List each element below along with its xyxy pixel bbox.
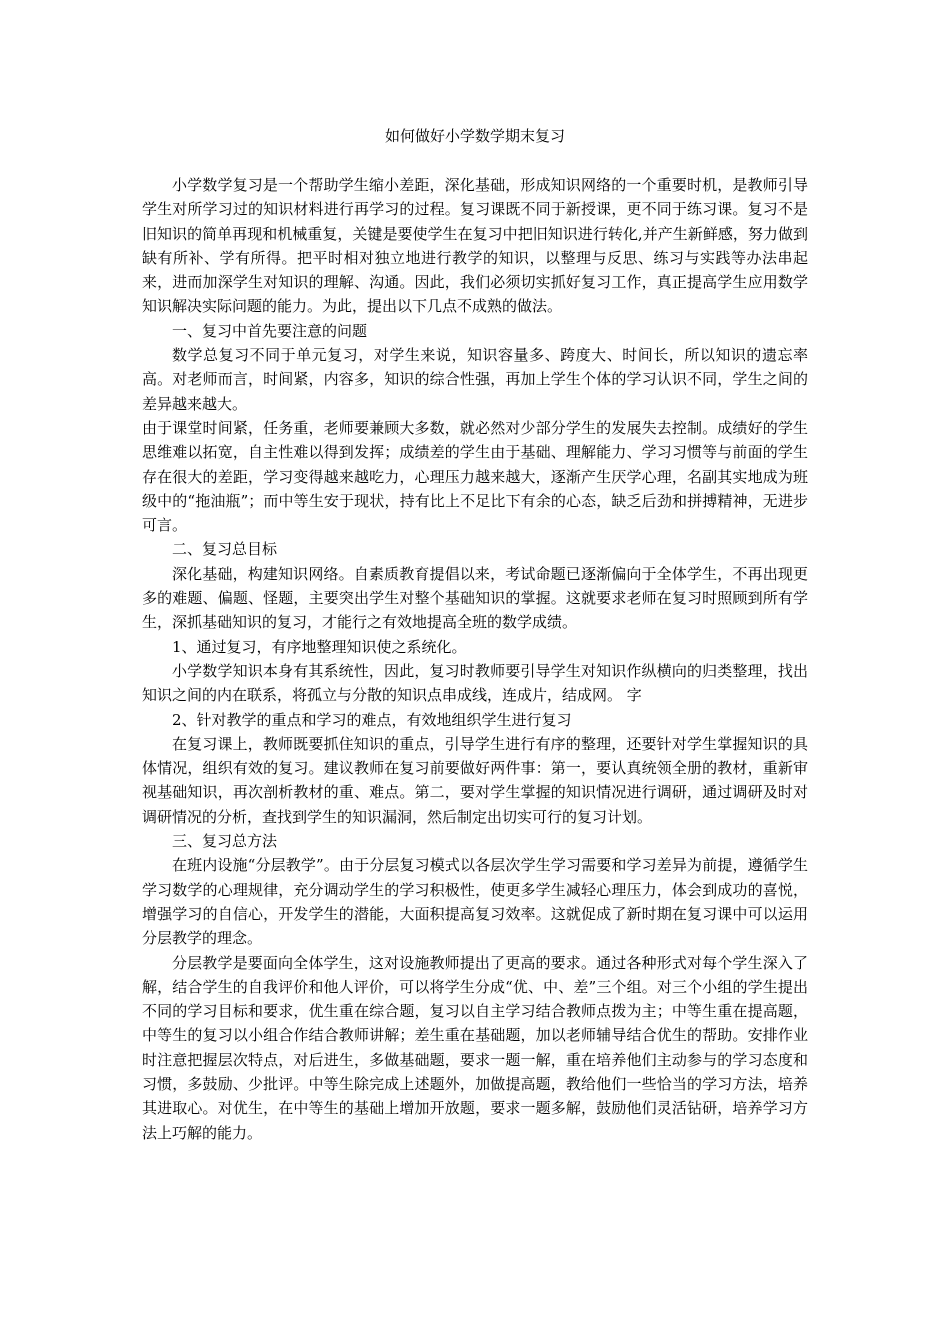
section-heading-1: 一、复习中首先要注意的问题 bbox=[172, 321, 368, 340]
paragraph: 深化基础，构建知识网络。自素质教育提倡以来，考试命题已逐渐偏向于全体学生，不再出现更多的难题、偏题、怪题，主要突出学生对整个基础知识的掌握。这就要求老师在复习时照顾到所有学生，深抓基础知识的复习，才能行之有效地提高全班的数学成绩。 bbox=[142, 564, 808, 632]
document-body bbox=[142, 173, 808, 1145]
paragraph: 在复习课上，教师既要抓住知识的重点，引导学生进行有序的整理，还要针对学生掌握知识的具体情况，组织有效的复习。建议教师在复习前要做好两件事：第一，要认真统领全册的教材，重新审视基础知识，再次剖析教材的重、难点。第二，要对学生掌握的知识情况进行调研，通过调研及时对调研情况的分析，查找到学生的知识漏洞，然后制定出切实可行的复习计划。 bbox=[142, 734, 808, 826]
paragraph: 分层教学是要面向全体学生，这对设施教师提出了更高的要求。通过各种形式对每个学生深入了解，结合学生的自我评价和他人评价，可以将学生分成“优、中、差”三个组。对三个小组的学生提出不同的学习目标和要求，优生重在综合题，复习以自主学习结合教师点拨为主；中等生重在提高题，中等生的复习以小组合作结合教师讲解；差生重在基础题，加以老师辅导结合优生的帮助。安排作业时注意把握层次特点，对后进生，多做基础题，要求一题一解，重在培养他们主动参与的学习态度和习惯，多鼓励、少批评。中等生除完成上述题外，加做提高题，教给他们一些恰当的学习方法，培养其进取心。对优生，在中等生的基础上增加开放题，要求一题多解，鼓励他们灵活钻研，培养学习方法上巧解的能力。 bbox=[142, 953, 808, 1142]
subsection-heading-1: 1、通过复习，有序地整理知识使之系统化。 bbox=[172, 637, 467, 656]
section-heading-3: 三、复习总方法 bbox=[172, 832, 278, 851]
section-heading-2: 二、复习总目标 bbox=[172, 540, 278, 559]
paragraph: 由于课堂时间紧，任务重，老师要兼顾大多数，就必然对少部分学生的发展失去控制。成绩好的学生思维难以拓宽，自主性难以得到发挥；成绩差的学生由于基础、理解能力、学习习惯等与前面的学生存在很大的差距，学习变得越来越吃力，心理压力越来越大，逐渐产生厌学心理，名副其实地成为班级中的“拖油瓶”；而中等生安于现状，持有比上不足比下有余的心态，缺乏后劲和拼搏精神，无进步可言。 bbox=[142, 418, 808, 535]
paragraph: 数学总复习不同于单元复习，对学生来说，知识容量多、跨度大、时间长，所以知识的遗忘率高。对老师而言，时间紧，内容多，知识的综合性强，再加上学生个体的学习认识不同，学生之间的差异越来越大。 bbox=[142, 346, 808, 413]
paragraph: 小学数学知识本身有其系统性，因此，复习时教师要引导学生对知识作纵横向的归类整理，找出知识之间的内在联系，将孤立与分散的知识点串成线，连成片，结成网。 字 bbox=[142, 661, 808, 705]
paragraph-intro: 小学数学复习是一个帮助学生缩小差距，深化基础，形成知识网络的一个重要时机，是教师引导学生对所学习过的知识材料进行再学习的过程。复习课既不同于新授课，更不同于练习课。复习不是旧知识的简单再现和机械重复，关键是要使学生在复习中把旧知识进行转化,并产生新鲜感，努力做到缺有所补、学有所得。把平时相对独立地进行教学的知识，以整理与反思、练习与实践等办法串起来，进而加深学生对知识的理解、沟通。因此，我们必须切实抓好复习工作，真正提高学生应用数学知识解决实际问题的能力。为此，提出以下几点不成熟的做法。 bbox=[142, 176, 808, 316]
document-title: 如何做好小学数学期末复习 bbox=[384, 127, 565, 145]
paragraph: 在班内设施“分层教学”。由于分层复习模式以各层次学生学习需要和学习差异为前提，遵循学生学习数学的心理规律，充分调动学生的学习积极性，使更多学生减轻心理压力，体会到成功的喜悦，增强学习的自信心，开发学生的潜能，大面积提高复习效率。这就促成了新时期在复习课中可以运用分层教学的理念。 bbox=[142, 856, 808, 948]
subsection-heading-2: 2、针对教学的重点和学习的难点，有效地组织学生进行复习 bbox=[172, 710, 572, 729]
